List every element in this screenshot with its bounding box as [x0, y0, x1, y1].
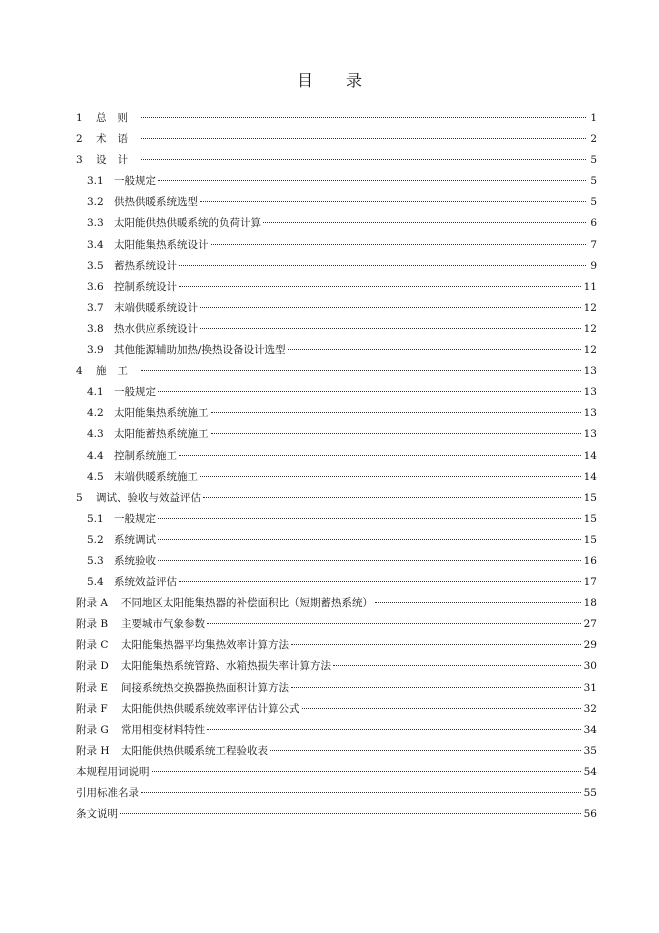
- toc-entry-title: 一般规定: [114, 512, 156, 525]
- toc-entry-title: 太阳能集热系统管路、水箱热损失率计算方法: [121, 660, 331, 673]
- toc-entry-page: 27: [583, 618, 597, 631]
- toc-entry-title: 控制系统施工: [114, 449, 177, 462]
- toc-entry-page: 18: [583, 597, 597, 610]
- toc-entry-title: 设计: [96, 154, 139, 167]
- toc-entry-number: 3.1: [87, 175, 104, 188]
- toc-entry[interactable]: [76, 319, 597, 340]
- toc-entry-title: 太阳能蓄热系统施工: [114, 428, 209, 441]
- toc-entry-title: 供热供暖系统选型: [114, 196, 198, 209]
- toc-entry-title: 太阳能供热供暖系统工程验收表: [121, 744, 268, 757]
- toc-entry-number: 5.2: [87, 533, 104, 546]
- toc-entry-number: 4.3: [87, 428, 104, 441]
- toc-entry-number: 4.4: [87, 449, 104, 462]
- toc-entry[interactable]: [76, 614, 597, 635]
- toc-entry-number: 附录 B: [76, 618, 109, 631]
- dot-leader: [141, 138, 586, 139]
- dot-leader: [200, 328, 581, 329]
- toc-entry-title: 末端供暖系统施工: [114, 470, 198, 483]
- toc-entry-title: 太阳能供热供暖系统的负荷计算: [114, 217, 261, 230]
- toc-entry-title: 调试、验收与效益评估: [96, 491, 201, 504]
- dot-leader: [375, 602, 581, 603]
- toc-entry-page: 14: [583, 470, 597, 483]
- toc-entry-title: 主要城市气象参数: [121, 618, 205, 631]
- toc-entry[interactable]: [76, 340, 597, 361]
- toc-entry-page: 56: [583, 808, 597, 821]
- toc-entry-page: 14: [583, 449, 597, 462]
- dot-leader: [158, 539, 581, 540]
- toc-entry[interactable]: [76, 361, 597, 382]
- toc-entry-title: 太阳能集热系统施工: [114, 407, 209, 420]
- toc-entry-page: 54: [583, 765, 597, 778]
- toc-entry-title: 系统验收: [114, 554, 156, 567]
- toc-entry-number: 2: [76, 133, 83, 146]
- toc-entry-number: 5: [76, 491, 83, 504]
- dot-leader: [203, 497, 581, 498]
- toc-entry-title: 一般规定: [114, 175, 156, 188]
- toc-entry-title: 施工: [96, 365, 139, 378]
- dot-leader: [288, 349, 581, 350]
- toc-entry-page: 30: [583, 660, 597, 673]
- toc-entry-page: 35: [583, 744, 597, 757]
- toc-entry-number: 附录 G: [76, 723, 109, 736]
- dot-leader: [207, 623, 581, 624]
- toc-entry-title: 条文说明: [76, 808, 118, 821]
- toc-entry[interactable]: [76, 804, 597, 825]
- dot-leader: [211, 433, 581, 434]
- toc-entry[interactable]: [76, 192, 597, 213]
- toc-entry[interactable]: [76, 403, 597, 424]
- toc-entry-number: 3.7: [87, 301, 104, 314]
- dot-leader: [141, 370, 581, 371]
- toc-entry[interactable]: [76, 635, 597, 656]
- dot-leader: [200, 307, 581, 308]
- toc-entry-number: 5.3: [87, 554, 104, 567]
- toc-entry-page: 11: [583, 280, 597, 293]
- toc-entry[interactable]: [76, 593, 597, 614]
- toc-entry-page: 7: [590, 238, 597, 251]
- toc-entry-title: 太阳能供热供暖系统效率评估计算公式: [121, 702, 300, 715]
- toc-entry[interactable]: [76, 741, 597, 762]
- dot-leader: [211, 412, 581, 413]
- dot-leader: [270, 750, 581, 751]
- toc-entry-page: 15: [583, 512, 597, 525]
- toc-entry-title: 其他能源辅助加热/换热设备设计选型: [114, 344, 286, 357]
- toc-entry-title: 末端供暖系统设计: [114, 301, 198, 314]
- toc-entry-title: 太阳能集热系统设计: [114, 238, 209, 251]
- toc-entry[interactable]: [76, 298, 597, 319]
- table-of-contents: [76, 108, 597, 825]
- toc-entry-page: 13: [583, 428, 597, 441]
- toc-entry-number: 3: [76, 154, 83, 167]
- toc-entry[interactable]: [76, 509, 597, 530]
- toc-entry-number: 附录 A: [76, 597, 108, 610]
- toc-entry-page: 13: [583, 386, 597, 399]
- toc-entry-page: 17: [583, 576, 597, 589]
- toc-entry-page: 12: [583, 344, 597, 357]
- toc-entry[interactable]: [76, 213, 597, 234]
- dot-leader: [179, 265, 586, 266]
- toc-entry-number: 3.8: [87, 322, 104, 335]
- toc-entry-title: 一般规定: [114, 386, 156, 399]
- toc-entry-title: 不同地区太阳能集热器的补偿面积比（短期蓄热系统）: [121, 597, 373, 610]
- toc-entry-page: 5: [590, 154, 597, 167]
- toc-entry-number: 附录 F: [76, 702, 108, 715]
- toc-entry[interactable]: [76, 256, 597, 277]
- toc-entry[interactable]: [76, 150, 597, 171]
- toc-entry[interactable]: [76, 530, 597, 551]
- toc-entry-page: 2: [590, 133, 597, 146]
- toc-entry-page: 5: [590, 175, 597, 188]
- dot-leader: [120, 813, 581, 814]
- toc-entry[interactable]: [76, 783, 597, 804]
- toc-entry-title: 本规程用词说明: [76, 765, 150, 778]
- toc-entry-page: 5: [590, 196, 597, 209]
- toc-entry-number: 3.3: [87, 217, 104, 230]
- toc-entry-title: 术语: [96, 133, 139, 146]
- dot-leader: [179, 286, 581, 287]
- toc-entry-title: 控制系统设计: [114, 280, 177, 293]
- toc-entry[interactable]: [76, 678, 597, 699]
- toc-entry-page: 29: [583, 639, 597, 652]
- toc-entry-number: 附录 H: [76, 744, 110, 757]
- dot-leader: [291, 687, 581, 688]
- toc-entry-title: 常用相变材料特性: [121, 723, 205, 736]
- toc-entry-title: 总则: [96, 112, 139, 124]
- dot-leader: [141, 117, 586, 118]
- dot-leader: [179, 455, 581, 456]
- dot-leader: [158, 518, 581, 519]
- toc-entry-page: 34: [583, 723, 597, 736]
- toc-entry[interactable]: [76, 424, 597, 445]
- toc-entry-number: 1: [76, 112, 83, 124]
- dot-leader: [302, 708, 581, 709]
- toc-entry-number: 3.6: [87, 280, 104, 293]
- toc-entry[interactable]: [76, 446, 597, 467]
- toc-entry-title: 太阳能集热器平均集热效率计算方法: [121, 639, 289, 652]
- toc-entry-page: 12: [583, 322, 597, 335]
- toc-entry-page: 6: [590, 217, 597, 230]
- toc-entry[interactable]: [76, 277, 597, 298]
- toc-entry-number: 4.2: [87, 407, 104, 420]
- dot-leader: [333, 665, 581, 666]
- toc-entry-page: 32: [583, 702, 597, 715]
- dot-leader: [179, 581, 581, 582]
- toc-entry-page: 13: [583, 365, 597, 378]
- dot-leader: [158, 180, 586, 181]
- toc-entry-page: 9: [590, 259, 597, 272]
- toc-entry-number: 4.5: [87, 470, 104, 483]
- dot-leader: [263, 222, 586, 223]
- dot-leader: [141, 792, 581, 793]
- toc-entry[interactable]: [76, 235, 597, 256]
- dot-leader: [141, 159, 586, 160]
- toc-entry-page: 15: [583, 533, 597, 546]
- toc-entry-page: 55: [583, 787, 597, 799]
- toc-entry[interactable]: [76, 720, 597, 741]
- dot-leader: [158, 391, 581, 392]
- toc-entry-page: 16: [583, 554, 597, 567]
- toc-entry-page: 12: [583, 301, 597, 314]
- toc-entry-number: 5.4: [87, 576, 104, 589]
- toc-entry[interactable]: [76, 699, 597, 720]
- toc-entry[interactable]: [76, 108, 597, 129]
- toc-entry-title: 间接系统热交换器换热面积计算方法: [121, 681, 289, 694]
- dot-leader: [200, 476, 581, 477]
- toc-entry-number: 3.2: [87, 196, 104, 209]
- toc-entry[interactable]: [76, 572, 597, 593]
- toc-entry[interactable]: [76, 656, 597, 677]
- toc-entry-number: 附录 D: [76, 660, 109, 673]
- toc-entry[interactable]: [76, 762, 597, 783]
- toc-entry-page: 13: [583, 407, 597, 420]
- dot-leader: [200, 201, 586, 202]
- toc-entry-number: 附录 E: [76, 681, 109, 694]
- toc-entry-title: 蓄热系统设计: [114, 259, 177, 272]
- toc-entry[interactable]: [76, 551, 597, 572]
- dot-leader: [158, 560, 581, 561]
- toc-title: 目 录: [296, 71, 377, 90]
- toc-entry-number: 3.4: [87, 238, 104, 251]
- toc-entry-title: 热水供应系统设计: [114, 322, 198, 335]
- toc-entry-title: 系统调试: [114, 533, 156, 546]
- toc-entry-number: 3.9: [87, 344, 104, 357]
- toc-entry-number: 4: [76, 365, 83, 378]
- toc-entry[interactable]: [76, 129, 597, 150]
- toc-entry-page: 15: [583, 491, 597, 504]
- toc-entry-number: 5.1: [87, 512, 104, 525]
- toc-entry[interactable]: [76, 488, 597, 509]
- toc-entry[interactable]: [76, 171, 597, 192]
- toc-entry-title: 系统效益评估: [114, 576, 177, 589]
- toc-entry-number: 附录 C: [76, 639, 109, 652]
- dot-leader: [207, 729, 581, 730]
- toc-entry[interactable]: [76, 382, 597, 403]
- toc-entry-number: 4.1: [87, 386, 104, 399]
- dot-leader: [211, 244, 587, 245]
- toc-entry-number: 3.5: [87, 259, 104, 272]
- toc-entry[interactable]: [76, 467, 597, 488]
- toc-entry-title: 引用标准名录: [76, 787, 139, 799]
- dot-leader: [291, 644, 581, 645]
- dot-leader: [152, 771, 581, 772]
- toc-entry-page: 31: [583, 681, 597, 694]
- toc-entry-page: 1: [590, 112, 597, 124]
